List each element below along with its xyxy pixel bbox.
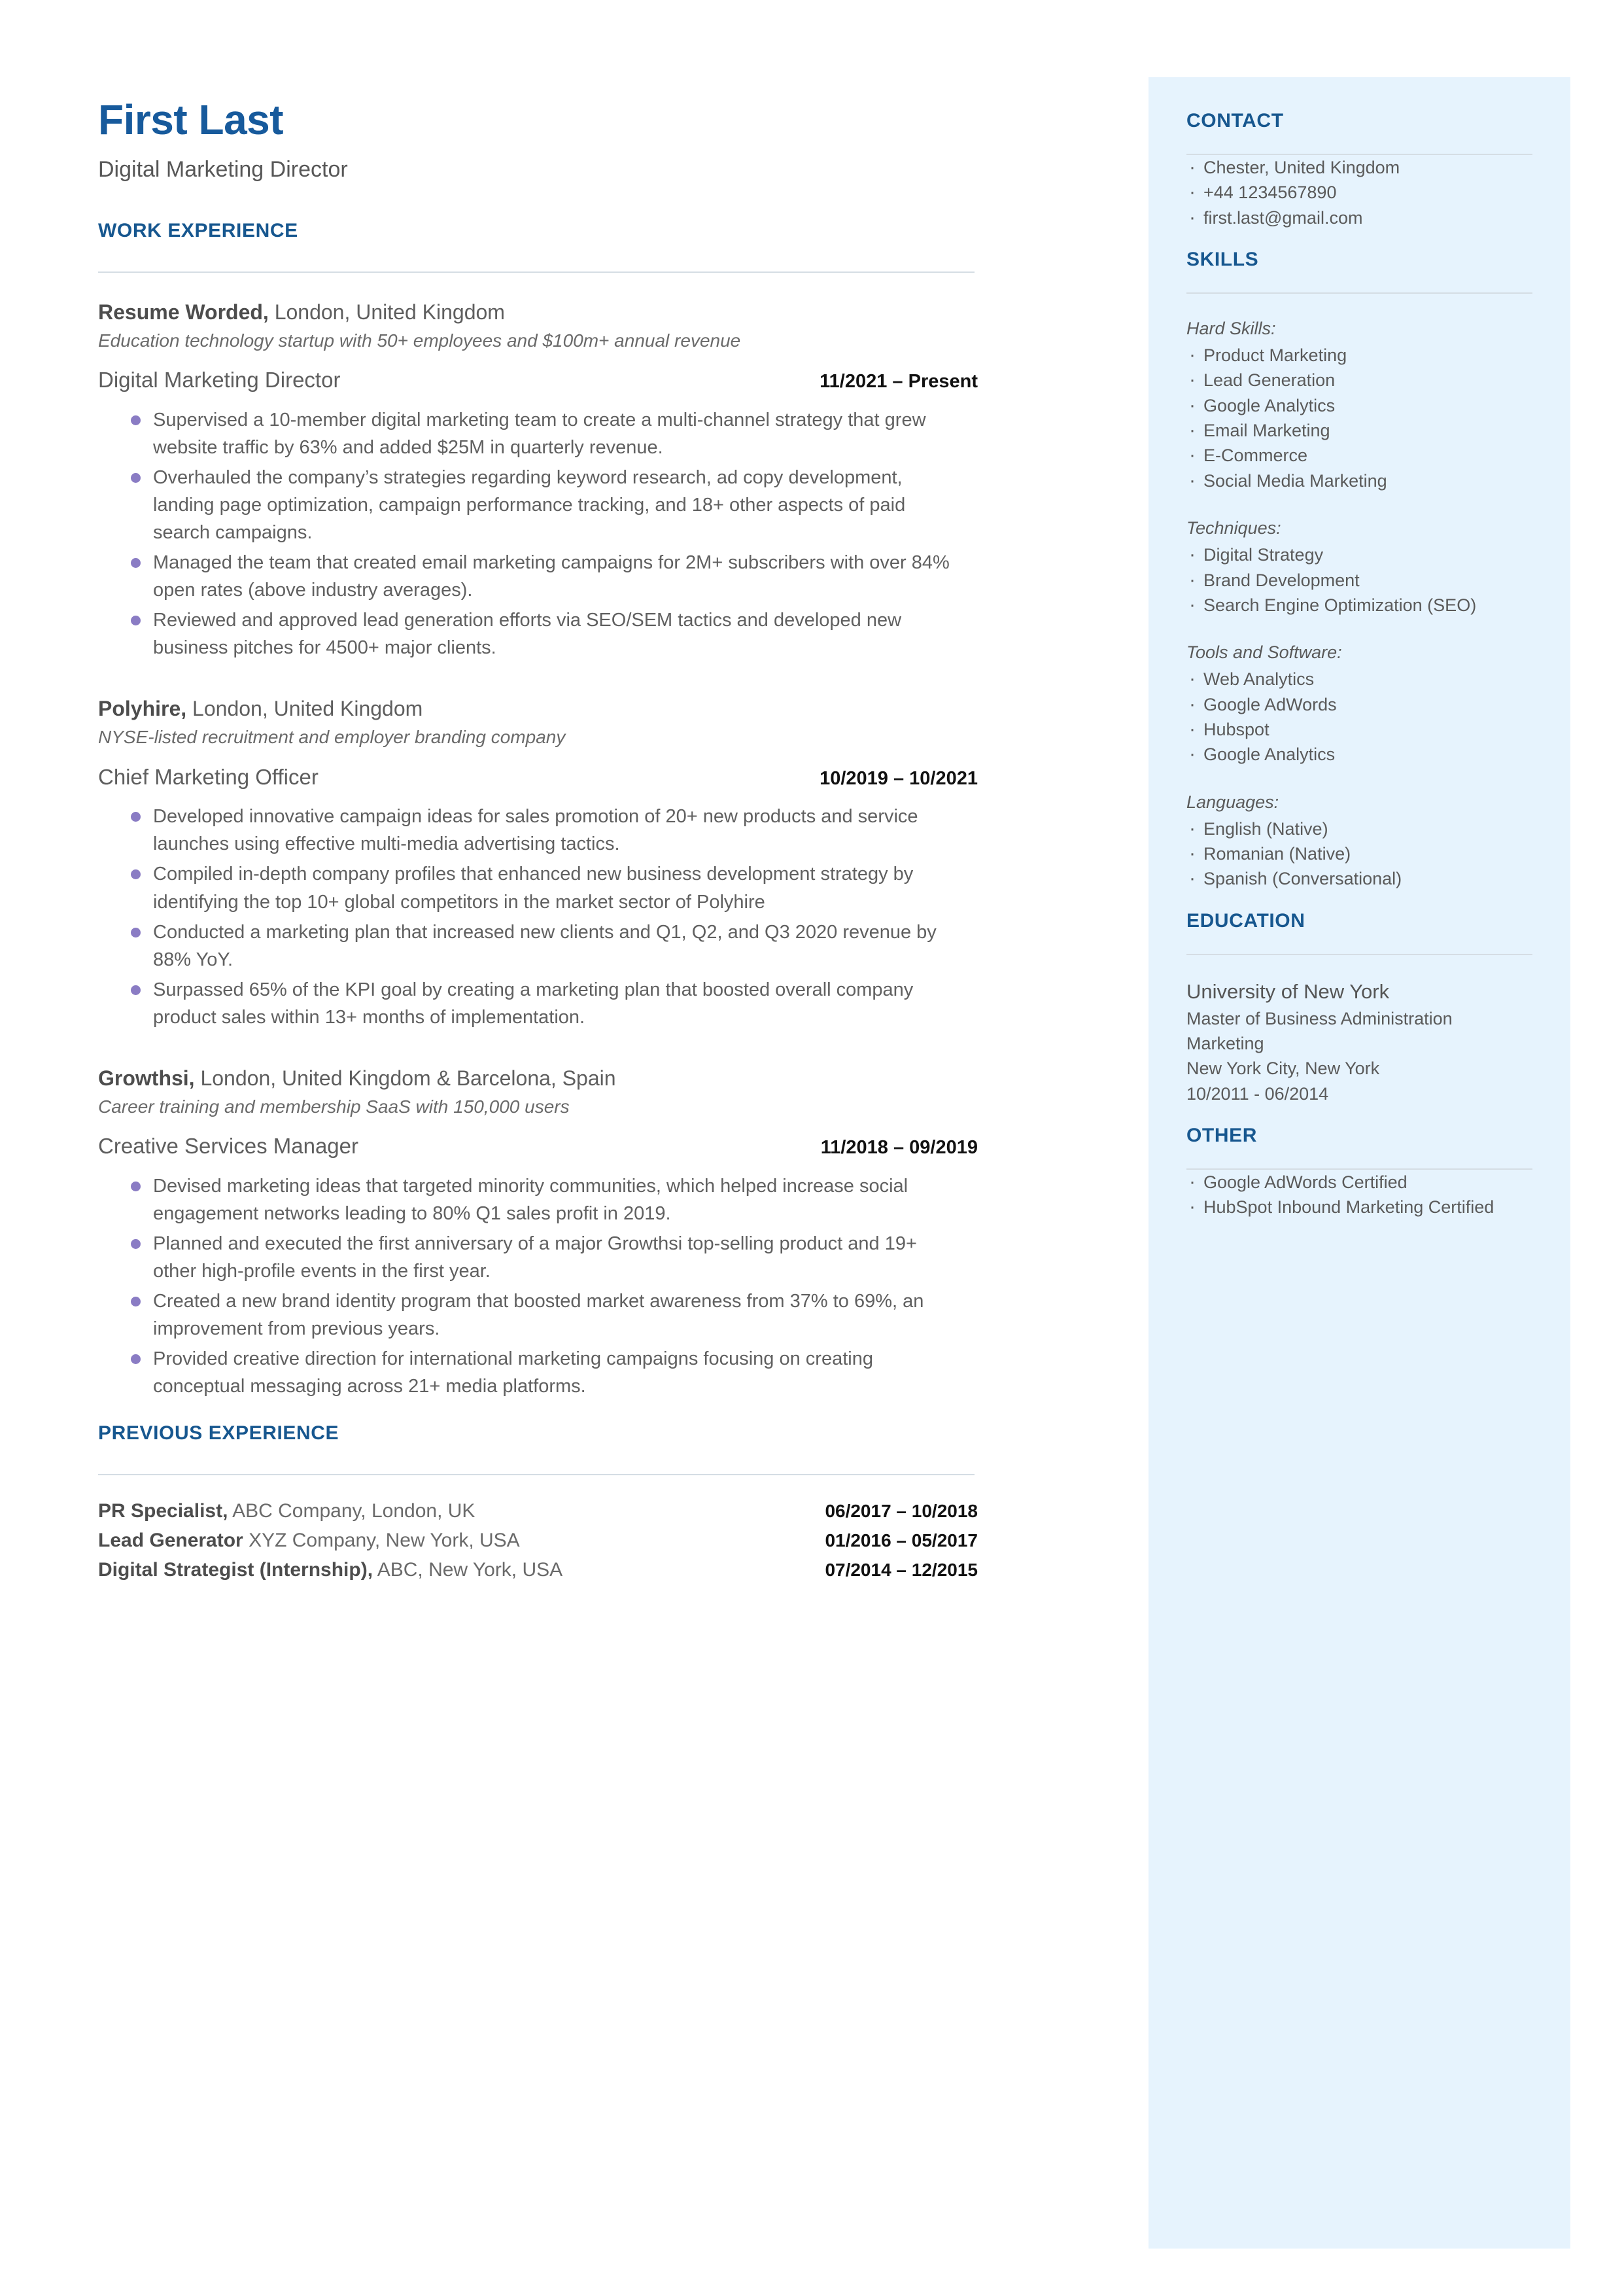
skill-item: · English (Native) (1186, 816, 1532, 841)
job-title-row (98, 1133, 978, 1159)
job-company-name: Growthsi, (98, 1066, 195, 1090)
section-previous-experience-title: PREVIOUS EXPERIENCE (98, 1422, 339, 1445)
job-description: Education technology startup with 50+ employees and $100m+ annual revenue (98, 330, 741, 351)
previous-experience-dates: 01/2016 – 05/2017 (825, 1530, 978, 1551)
job-description: Career training and membership SaaS with 150,000 users (98, 1096, 570, 1117)
contact-item: · +44 1234567890 (1186, 180, 1532, 205)
job-entry (98, 1065, 1118, 1400)
job-bullets (98, 803, 955, 1030)
education-school: University of New York (1186, 979, 1390, 1003)
skill-item: · Email Marketing (1186, 418, 1532, 443)
candidate-name: First Last (98, 96, 284, 143)
previous-experience-detail: XYZ Company, New York, USA (243, 1530, 520, 1552)
education-location: New York City, New York (1186, 1059, 1380, 1079)
skill-item: · Digital Strategy (1186, 542, 1532, 567)
skills-group (1186, 316, 1532, 493)
sidebar (1149, 77, 1570, 2249)
previous-experience-row (98, 1526, 978, 1555)
skills-group-label: Languages: (1186, 792, 1279, 812)
education-divider (1186, 954, 1532, 955)
previous-experience-dates: 07/2014 – 12/2015 (825, 1560, 978, 1581)
previous-experience-list (98, 1496, 1118, 1585)
skills-group-label: Hard Skills: (1186, 318, 1276, 338)
job-bullets (98, 1172, 955, 1400)
education-field: Marketing (1186, 1034, 1264, 1054)
job-bullet: Reviewed and approved lead generation efforts via SEO/SEM tactics and developed new business pitches for 4500+ major clients. (98, 606, 955, 661)
job-entry (98, 299, 1118, 661)
job-company (98, 299, 1118, 325)
previous-experience-title: Digital Strategist (Internship), (98, 1559, 373, 1581)
skill-item: · Social Media Marketing (1186, 468, 1532, 493)
skills-groups (1186, 316, 1532, 892)
previous-experience-title: Lead Generator (98, 1530, 243, 1552)
job-entry (98, 695, 1118, 1030)
previous-experience-row (98, 1496, 978, 1526)
job-company-name: Resume Worded, (98, 300, 269, 324)
skill-item: · Google Analytics (1186, 742, 1532, 767)
job-bullet: Devised marketing ideas that targeted minority communities, which helped increase social engagement networks leading to 80% Q1 sales profit in 2019. (98, 1172, 955, 1227)
skills-group (1186, 640, 1532, 767)
contact-list (1186, 155, 1532, 230)
skills-group-list (1186, 816, 1532, 892)
main-column (98, 98, 1118, 1585)
skills-group-list (1186, 667, 1532, 767)
skill-item: · E-Commerce (1186, 443, 1532, 468)
skills-group (1186, 790, 1532, 892)
job-company-name: Polyhire, (98, 697, 187, 721)
job-dates: 11/2018 – 09/2019 (820, 1137, 978, 1159)
previous-experience-detail: ABC, New York, USA (373, 1559, 563, 1581)
previous-experience-label (98, 1496, 475, 1526)
skill-item: · Hubspot (1186, 717, 1532, 742)
job-bullet: Compiled in-depth company profiles that enhanced new business development strategy by identifying the top 10+ global competitors in the market sector of Polyhire (98, 860, 955, 915)
skill-item: · Web Analytics (1186, 667, 1532, 692)
previous-experience-detail: ABC Company, London, UK (228, 1500, 475, 1522)
skill-item: · Google AdWords (1186, 692, 1532, 717)
job-dates: 10/2019 – 10/2021 (820, 767, 978, 789)
other-item: · Google AdWords Certified (1186, 1170, 1532, 1195)
skill-item: · Product Marketing (1186, 343, 1532, 368)
job-description: NYSE-listed recruitment and employer branding company (98, 727, 566, 748)
other-list (1186, 1170, 1532, 1220)
previous-experience-label (98, 1526, 520, 1555)
job-company (98, 695, 1118, 722)
job-title: Creative Services Manager (98, 1134, 358, 1159)
previous-experience-row (98, 1555, 978, 1585)
previous-experience-title: PR Specialist, (98, 1500, 228, 1522)
job-bullet: Provided creative direction for international marketing campaigns focusing on creating conceptual messaging across 21+ media platforms. (98, 1345, 955, 1400)
sidebar-section-contact-title: CONTACT (1186, 110, 1284, 131)
skills-group (1186, 516, 1532, 618)
skill-item: · Search Engine Optimization (SEO) (1186, 593, 1532, 618)
skill-item: · Lead Generation (1186, 368, 1532, 393)
contact-item: · Chester, United Kingdom (1186, 155, 1532, 180)
skills-group-label: Techniques: (1186, 518, 1281, 538)
contact-item: · first.last@gmail.com (1186, 205, 1532, 230)
skills-divider (1186, 292, 1532, 294)
sidebar-section-skills-title: SKILLS (1186, 248, 1259, 270)
job-bullet: Supervised a 10-member digital marketing team to create a multi-channel strategy that grew website traffic by 63% and added $25M in quarterly revenue. (98, 406, 955, 461)
skill-item: · Brand Development (1186, 568, 1532, 593)
skill-item: · Google Analytics (1186, 393, 1532, 418)
job-bullet: Managed the team that created email marketing campaigns for 2M+ subscribers with over 84% open rates (above industry averages). (98, 549, 955, 604)
job-bullet: Surpassed 65% of the KPI goal by creating a marketing plan that boosted overall company product sales within 13+ months of implementation. (98, 976, 955, 1031)
job-title: Chief Marketing Officer (98, 764, 319, 789)
education-entry (1186, 977, 1532, 1106)
education-degree: Master of Business Administration (1186, 1008, 1453, 1028)
job-company (98, 1065, 1118, 1091)
job-location: London, United Kingdom (268, 300, 505, 324)
job-location: London, United Kingdom (186, 697, 423, 721)
jobs-list (98, 299, 1118, 1400)
candidate-role: Digital Marketing Director (98, 157, 348, 183)
previous-experience-label (98, 1555, 562, 1585)
job-title: Digital Marketing Director (98, 368, 341, 393)
sidebar-section-education-title: EDUCATION (1186, 909, 1305, 932)
education-dates: 10/2011 - 06/2014 (1186, 1083, 1329, 1104)
job-title-row (98, 764, 978, 790)
job-title-row (98, 367, 978, 393)
job-bullets (98, 406, 955, 661)
other-item: · HubSpot Inbound Marketing Certified (1186, 1195, 1532, 1219)
job-bullet: Planned and executed the first anniversary of a major Growthsi top-selling product and 19+ other high-profile events in the first year. (98, 1230, 955, 1285)
skills-group-list (1186, 343, 1532, 493)
skills-group-list (1186, 542, 1532, 618)
skills-group-label: Tools and Software: (1186, 642, 1342, 663)
job-dates: 11/2021 – Present (820, 371, 978, 393)
skill-item: · Romanian (Native) (1186, 841, 1532, 866)
job-bullet: Conducted a marketing plan that increased new clients and Q1, Q2, and Q3 2020 revenue by 88% YoY. (98, 919, 955, 973)
section-work-experience-title: WORK EXPERIENCE (98, 219, 298, 241)
job-bullet: Overhauled the company’s strategies regarding keyword research, ad copy development, landing page optimization, campaign performance tracking, and 18+ other aspects of paid search campaigns. (98, 464, 955, 546)
previous-experience-dates: 06/2017 – 10/2018 (825, 1501, 978, 1522)
job-bullet: Developed innovative campaign ideas for sales promotion of 20+ new products and service launches using effective multi-media advertising tactics. (98, 803, 955, 858)
job-location: London, United Kingdom & Barcelona, Spain (194, 1066, 616, 1090)
sidebar-section-other-title: OTHER (1186, 1125, 1257, 1147)
skill-item: · Spanish (Conversational) (1186, 866, 1532, 891)
job-bullet: Created a new brand identity program that boosted market awareness from 37% to 69%, an improvement from previous years. (98, 1288, 955, 1342)
